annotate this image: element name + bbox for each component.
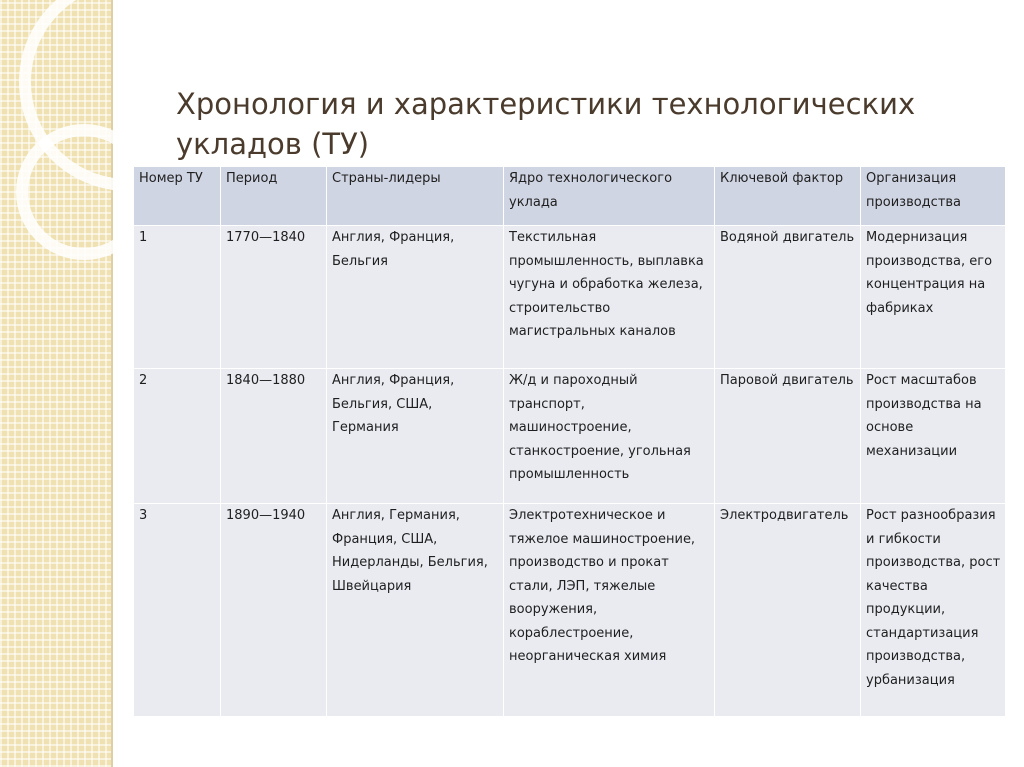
- cell-organization: Рост масштабов производства на основе механизации: [861, 369, 1006, 504]
- header-period: Период: [221, 167, 327, 226]
- cell-period: 1840—1880: [221, 369, 327, 504]
- slide-title: Хронология и характеристики технологических укладов (ТУ): [176, 87, 916, 161]
- header-leaders: Страны-лидеры: [327, 167, 504, 226]
- tu-table: [133, 166, 1006, 717]
- decorative-circle-small: [22, 130, 146, 254]
- cell-leaders: Англия, Германия, Франция, США, Нидерланды, Бельгия, Швейцария: [327, 504, 504, 717]
- cell-number: 3: [134, 504, 221, 717]
- cell-key-factor: Электродвигатель: [715, 504, 861, 717]
- cell-leaders: Англия, Франция, Бельгия: [327, 226, 504, 369]
- cell-leaders: Англия, Франция, Бельгия, США, Германия: [327, 369, 504, 504]
- header-core: Ядро технологического уклада: [504, 167, 715, 226]
- cell-key-factor: Водяной двигатель: [715, 226, 861, 369]
- cell-core: Электротехническое и тяжелое машиностроение, производство и прокат стали, ЛЭП, тяжелые вооружения, кораблестроение, неорганическая химия: [504, 504, 715, 717]
- table-row: [134, 369, 1006, 504]
- cell-core: Ж/д и пароходный транспорт, машиностроение, станкостроение, угольная промышленность: [504, 369, 715, 504]
- cell-number: 2: [134, 369, 221, 504]
- table-header-row: [134, 167, 1006, 226]
- cell-period: 1890—1940: [221, 504, 327, 717]
- cell-organization: Модернизация производства, его концентрация на фабриках: [861, 226, 1006, 369]
- table-row: [134, 504, 1006, 717]
- table-row: [134, 226, 1006, 369]
- cell-organization: Рост разнообразия и гибкости производства, рост качества продукции, стандартизация производства, урбанизация: [861, 504, 1006, 717]
- cell-core: Текстильная промышленность, выплавка чугуна и обработка железа, строительство магистральных каналов: [504, 226, 715, 369]
- cell-period: 1770—1840: [221, 226, 327, 369]
- header-number: Номер ТУ: [134, 167, 221, 226]
- cell-key-factor: Паровой двигатель: [715, 369, 861, 504]
- header-organization: Организация производства: [861, 167, 1006, 226]
- cell-number: 1: [134, 226, 221, 369]
- header-key-factor: Ключевой фактор: [715, 167, 861, 226]
